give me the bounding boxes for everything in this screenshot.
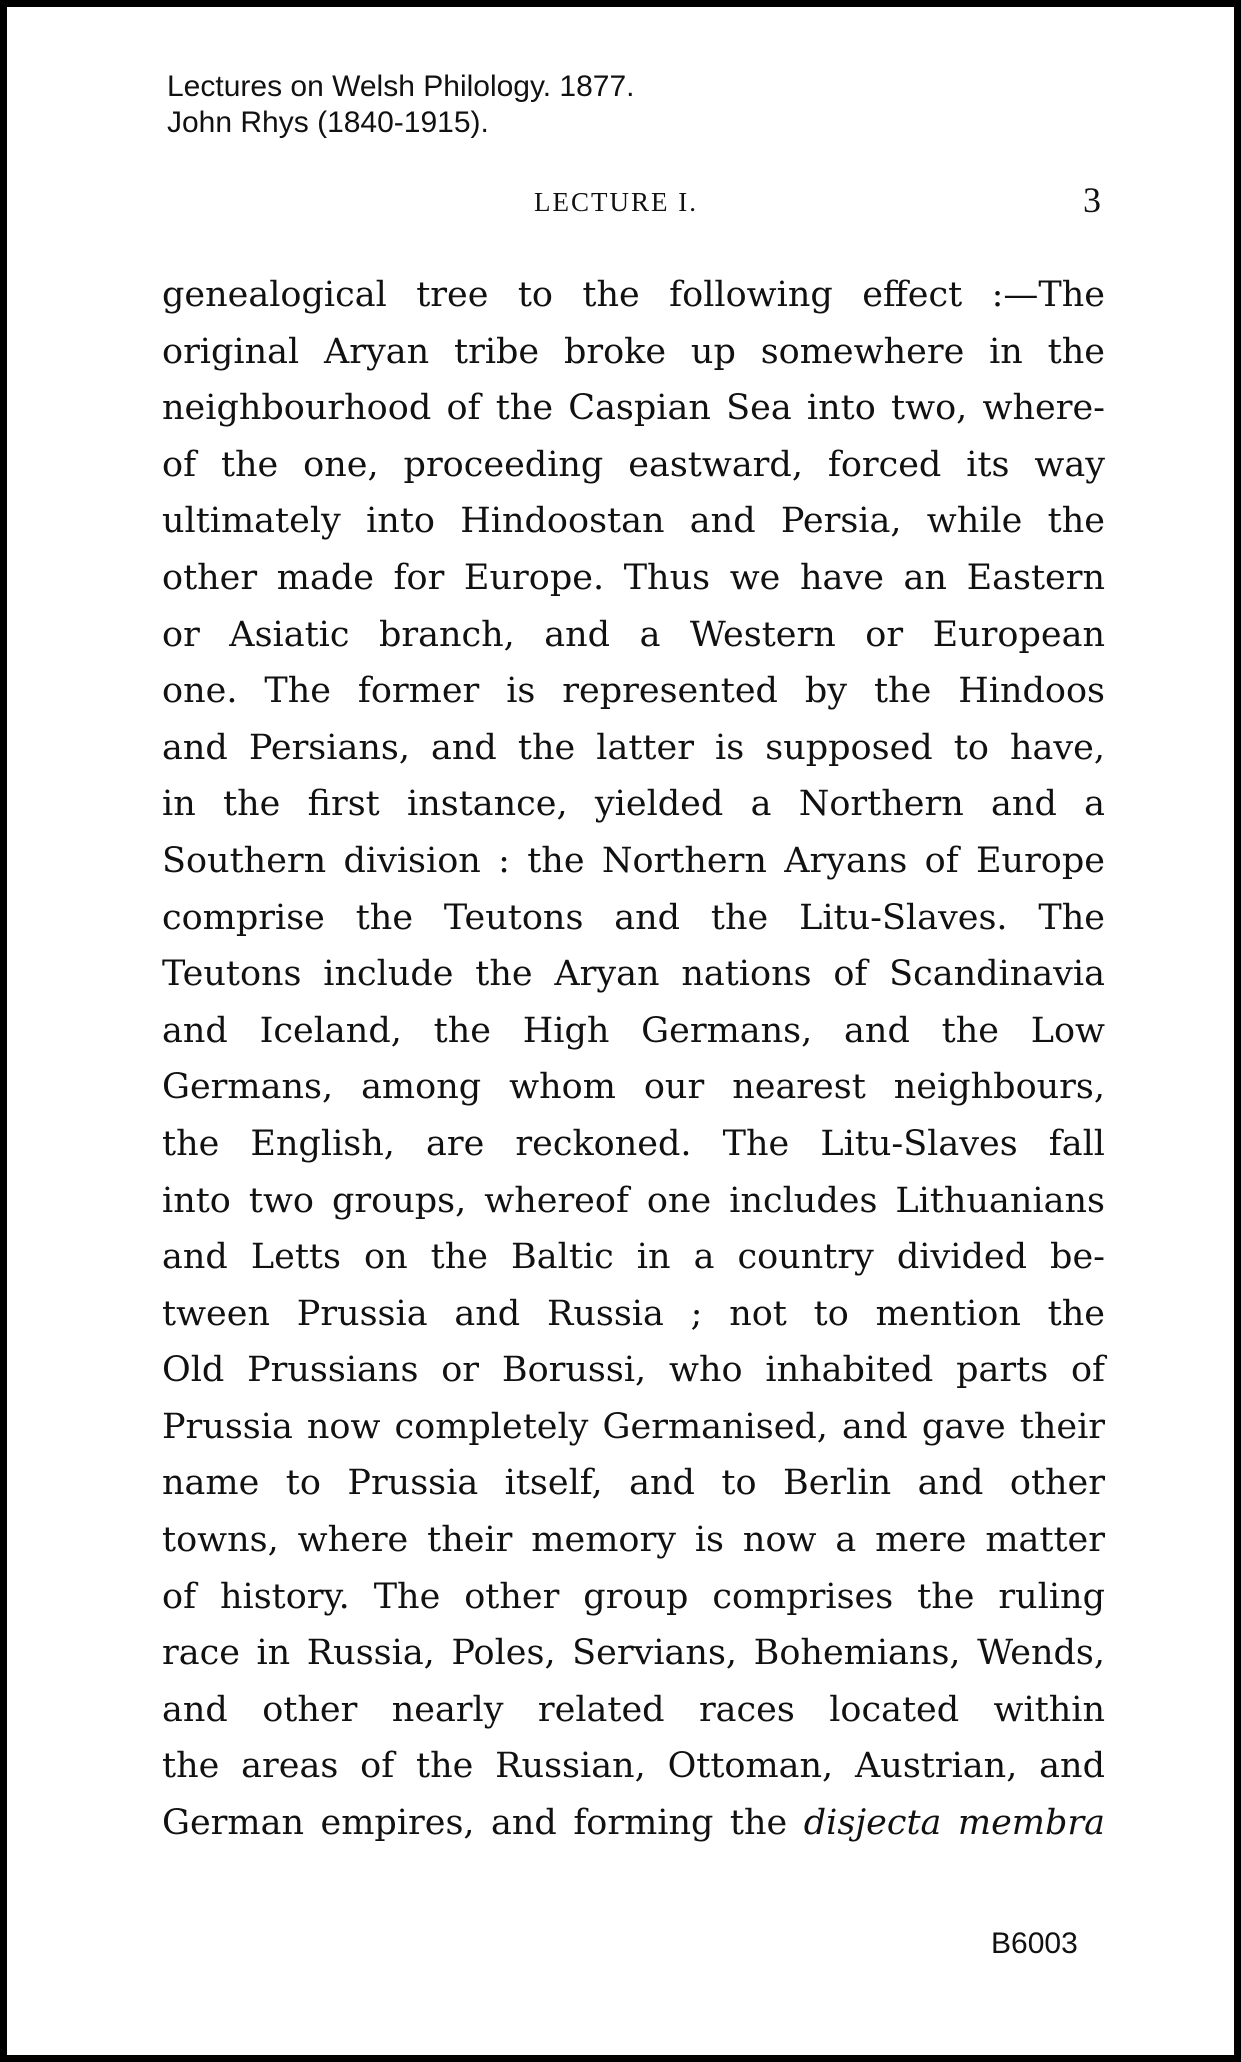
- text-line: or Asiatic branch, and a Western or European: [162, 614, 1105, 655]
- citation-author: John Rhys (1840-1915).: [167, 106, 489, 139]
- text-line: Southern division : the Northern Aryans of Europe: [162, 840, 1105, 881]
- document-code: B6003: [991, 1927, 1078, 1960]
- body-text: [162, 267, 1105, 1852]
- text-line: of the one, proceeding eastward, forced its way: [162, 444, 1105, 485]
- text-line: tween Prussia and Russia ; not to mention the: [162, 1293, 1105, 1334]
- text-line: name to Prussia itself, and to Berlin and other: [162, 1463, 1105, 1504]
- text-line: and other nearly related races located within: [162, 1689, 1105, 1730]
- text-line: towns, where their memory is now a mere matter: [162, 1520, 1105, 1561]
- text-line: comprise the Teutons and the Litu-Slaves. The: [162, 897, 1105, 938]
- text-line: the areas of the Russian, Ottoman, Austrian, and: [162, 1746, 1105, 1787]
- text-line-last: [162, 1795, 1105, 1852]
- text-line: original Aryan tribe broke up somewhere in the: [162, 331, 1105, 372]
- text-line: and Persians, and the latter is supposed to have,: [162, 727, 1105, 768]
- text-line: neighbourhood of the Caspian Sea into two, where-: [162, 388, 1105, 429]
- text-line: genealogical tree to the following effect :—The: [162, 275, 1105, 315]
- text-line-last-roman: German empires, and forming the: [162, 1803, 804, 1844]
- text-line: ultimately into Hindoostan and Persia, while the: [162, 501, 1105, 542]
- text-line: and Letts on the Baltic in a country divided be-: [162, 1237, 1105, 1278]
- text-line: of history. The other group comprises the ruling: [162, 1576, 1105, 1617]
- running-head: LECTURE I.: [534, 187, 698, 217]
- text-line: the English, are reckoned. The Litu-Slaves fall: [162, 1123, 1105, 1164]
- citation-block: [167, 69, 635, 141]
- text-line: race in Russia, Poles, Servians, Bohemians, Wends,: [162, 1633, 1105, 1674]
- text-line: in the first instance, yielded a Northern and a: [162, 784, 1105, 825]
- page-number: 3: [1083, 180, 1101, 220]
- text-line: other made for Europe. Thus we have an Eastern: [162, 557, 1105, 598]
- italic-phrase: disjecta membra: [803, 1803, 1105, 1844]
- text-line: Germans, among whom our nearest neighbours,: [162, 1067, 1105, 1108]
- citation-title: Lectures on Welsh Philology. 1877.: [167, 70, 635, 103]
- text-line: one. The former is represented by the Hindoos: [162, 671, 1105, 712]
- text-line: Teutons include the Aryan nations of Scandinavia: [162, 954, 1105, 995]
- text-line: Old Prussians or Borussi, who inhabited parts of: [162, 1350, 1105, 1391]
- text-line: into two groups, whereof one includes Lithuanians: [162, 1180, 1105, 1221]
- text-line: and Iceland, the High Germans, and the Low: [162, 1010, 1105, 1051]
- text-line: Prussia now completely Germanised, and gave their: [162, 1406, 1105, 1447]
